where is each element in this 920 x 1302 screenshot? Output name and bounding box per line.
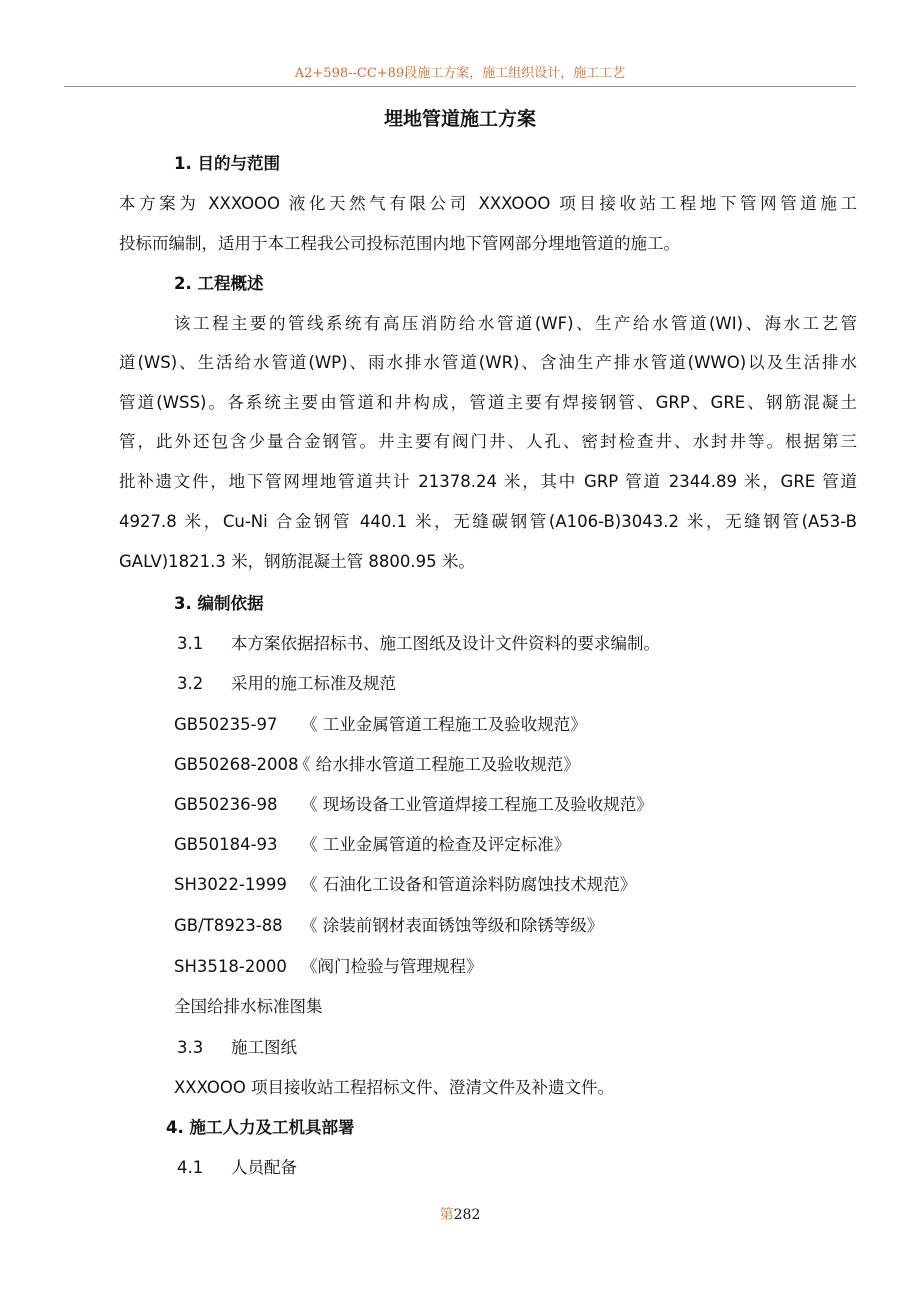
- header-rule: [64, 86, 856, 87]
- standard-code: SH3518-2000: [174, 957, 287, 976]
- subsection-3-1: [177, 631, 660, 657]
- paragraph-line: 本方案为 XXXOOO 液化天然气有限公司 XXXOOO 项目接收站工程地下管网管道施工: [119, 194, 857, 213]
- section-1-heading: 1. 目的与范围: [174, 154, 280, 173]
- standard-item: [174, 752, 580, 778]
- standard-name: 《 石油化工设备和管道涂料防腐蚀技术规范》: [301, 875, 637, 894]
- paragraph-line: 批补遗文件，地下管网埋地管道共计 21378.24 米，其中 GRP 管道 2344.89 米，GRE 管道: [119, 472, 857, 491]
- page-number: 282: [453, 1207, 481, 1223]
- standard-item: [174, 954, 483, 980]
- section-4-heading: 4. 施工人力及工机具部署: [166, 1118, 355, 1137]
- standard-name: 《 工业金属管道的检查及评定标准》: [301, 835, 571, 854]
- standard-name: 《阀门检验与管理规程》: [301, 957, 483, 976]
- standard-code: GB50236-98: [174, 795, 278, 814]
- standard-atlas: 全国给排水标准图集: [174, 997, 323, 1016]
- standard-code: GB/T8923-88: [174, 916, 283, 935]
- paragraph-line: GALV)1821.3 米，钢筋混凝土管 8800.95 米。: [119, 552, 475, 571]
- section-3-heading: 3. 编制依据: [174, 594, 264, 613]
- section-2-heading: 2. 工程概述: [174, 274, 264, 293]
- standard-item: [174, 712, 587, 738]
- paragraph-line: 投标而编制，适用于本工程我公司投标范围内地下管网部分埋地管道的施工。: [119, 234, 680, 253]
- standard-name: 《 现场设备工业管道焊接工程施工及验收规范》: [301, 795, 653, 814]
- standard-item: [174, 792, 653, 818]
- standard-code: SH3022-1999: [174, 875, 287, 894]
- paragraph-line: 管，此外还包含少量合金钢管。井主要有阀门井、人孔、密封检查井、水封井等。根据第三: [119, 432, 857, 451]
- subsection-number: 3.2: [177, 674, 204, 693]
- page-prefix: 第: [439, 1207, 454, 1223]
- subsection-3-2: [177, 671, 396, 697]
- subsection-text: 本方案依据招标书、施工图纸及设计文件资料的要求编制。: [231, 634, 660, 653]
- page-footer: [0, 1205, 920, 1225]
- standard-code: GB50268-2008: [174, 755, 299, 774]
- paragraph-line: 道(WS)、生活给水管道(WP)、雨水排水管道(WR)、含油生产排水管道(WWO)以及生活排水: [119, 353, 857, 372]
- subsection-number: 3.3: [177, 1038, 204, 1057]
- subsection-3-3: [177, 1035, 297, 1061]
- standard-item: [174, 832, 570, 858]
- subsection-text: 人员配备: [231, 1158, 297, 1177]
- subsection-text: 施工图纸: [231, 1038, 297, 1057]
- subsection-number: 3.1: [177, 634, 204, 653]
- standard-code: GB50235-97: [174, 715, 278, 734]
- standard-item: [174, 913, 603, 939]
- standard-name: 《 给水排水管道工程施工及验收规范》: [294, 755, 580, 774]
- running-header: A2+598--CC+89段施工方案，施工组织设计，施工工艺: [294, 66, 626, 81]
- paragraph-line: 4927.8 米，Cu-Ni 合金钢管 440.1 米，无缝碳钢管(A106-B)3043.2 米，无缝钢管(A53-B: [119, 512, 857, 531]
- subsection-4-1: [177, 1155, 297, 1181]
- standard-item: [174, 872, 636, 898]
- paragraph-line: 该工程主要的管线系统有高压消防给水管道(WF)、生产给水管道(WI)、海水工艺管: [174, 314, 857, 333]
- drawings-text: XXXOOO 项目接收站工程招标文件、澄清文件及补遗文件。: [174, 1078, 615, 1097]
- document-title: 埋地管道施工方案: [383, 108, 536, 130]
- paragraph-line: 管道(WSS)。各系统主要由管道和井构成，管道主要有焊接钢管、GRP、GRE、钢筋混凝土: [119, 393, 857, 412]
- standard-code: GB50184-93: [174, 835, 278, 854]
- standard-name: 《 涂装前钢材表面锈蚀等级和除锈等级》: [301, 916, 604, 935]
- subsection-number: 4.1: [177, 1158, 204, 1177]
- subsection-text: 采用的施工标准及规范: [231, 674, 396, 693]
- standard-name: 《 工业金属管道工程施工及验收规范》: [301, 715, 587, 734]
